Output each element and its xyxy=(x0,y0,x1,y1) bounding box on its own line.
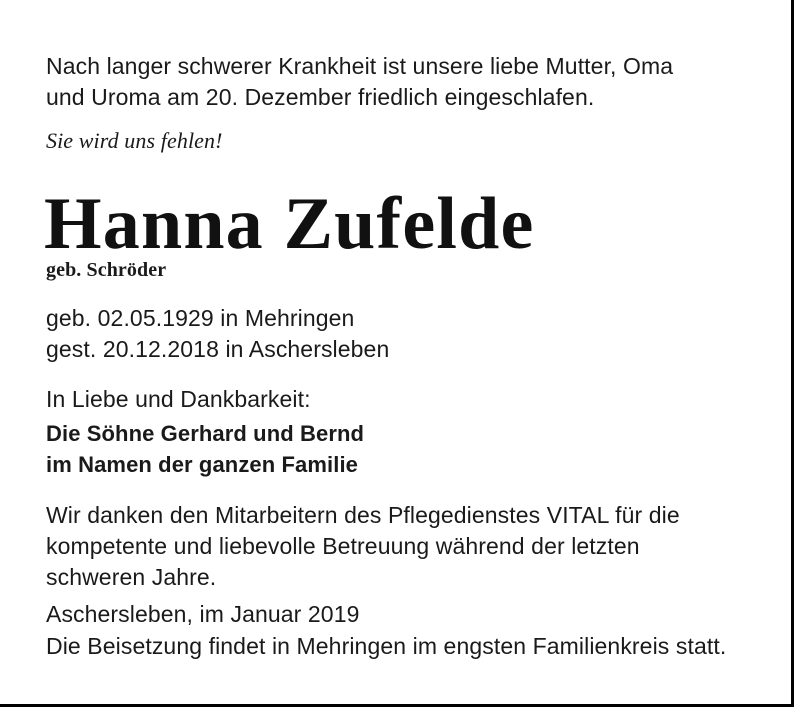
signer-line-2: im Namen der ganzen Familie xyxy=(46,452,359,477)
thanks-heading: In Liebe und Dankbarkeit: xyxy=(46,386,311,412)
signers xyxy=(46,418,364,480)
gratitude-line-2: kompetente und liebevolle Betreuung während der letzten xyxy=(46,533,640,559)
intro-text xyxy=(46,51,673,113)
gratitude-line-3: schweren Jahre. xyxy=(46,564,217,590)
gratitude-text xyxy=(46,500,680,593)
intro-line-2: und Uroma am 20. Dezember friedlich eingeschlafen. xyxy=(46,84,595,110)
signer-line-1: Die Söhne Gerhard und Bernd xyxy=(46,421,365,446)
birth-date: geb. 02.05.1929 in Mehringen xyxy=(46,305,355,331)
gratitude-line-1: Wir danken den Mitarbeitern des Pflegedienstes VITAL für die xyxy=(46,502,680,528)
deceased-name: Hanna Zufelde xyxy=(44,183,535,265)
place-date: Aschersleben, im Januar 2019 xyxy=(46,601,360,627)
motto: Sie wird uns fehlen! xyxy=(46,128,223,153)
life-dates xyxy=(46,303,389,365)
maiden-name: geb. Schröder xyxy=(46,259,167,281)
intro-line-1: Nach langer schwerer Krankheit ist unsere liebe Mutter, Oma xyxy=(46,53,674,79)
death-date: gest. 20.12.2018 in Aschersleben xyxy=(46,336,390,362)
burial-note: Die Beisetzung findet in Mehringen im engsten Familienkreis statt. xyxy=(46,633,727,659)
